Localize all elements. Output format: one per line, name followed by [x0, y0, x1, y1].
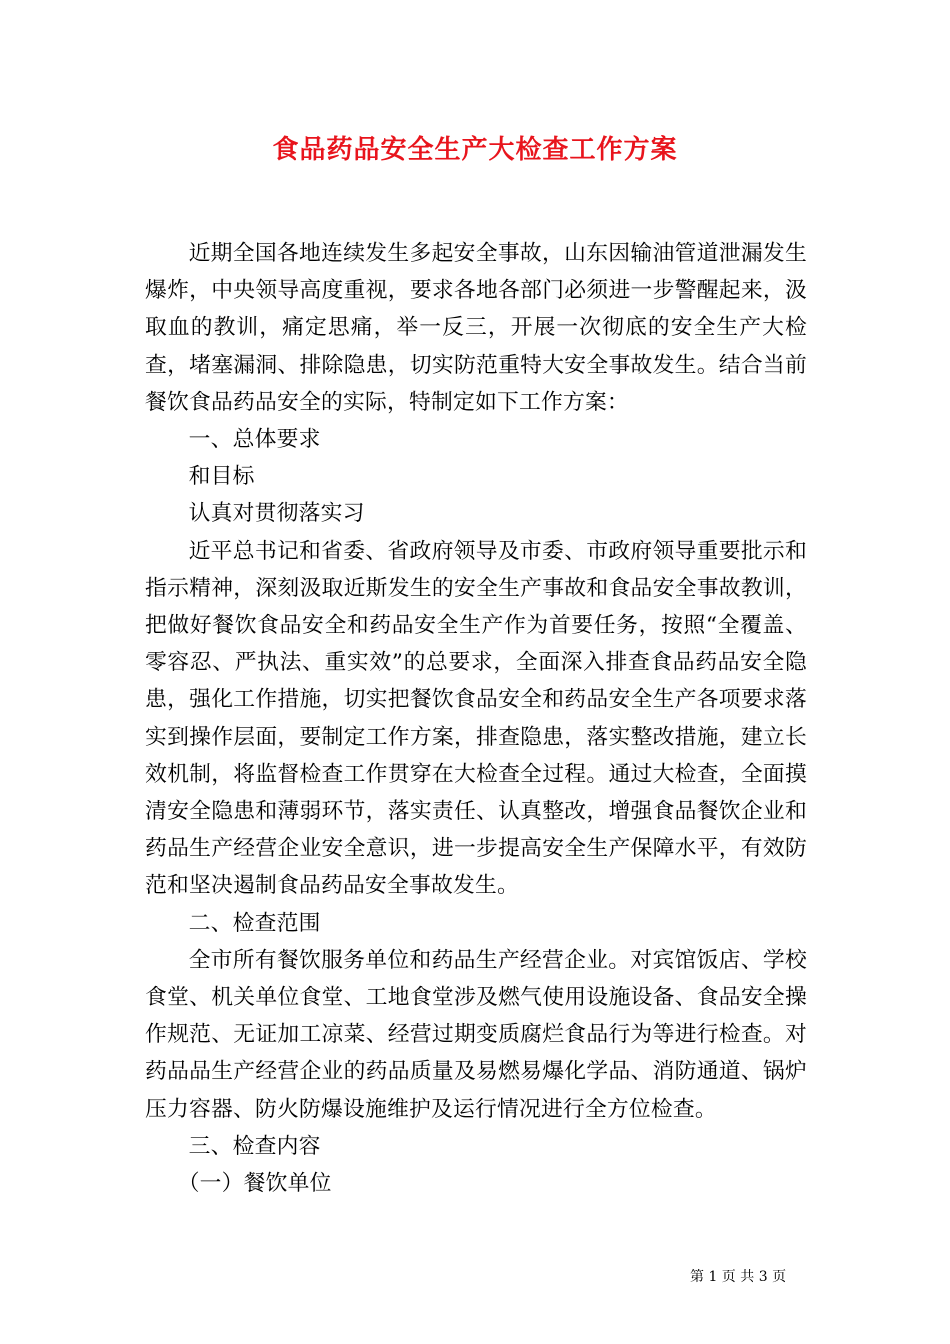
requirements-paragraph: 近平总书记和省委、省政府领导及市委、市政府领导重要批示和指示精神，深刻汲取近斯发生的安全生产事故和食品安全事故教训，把做好餐饮食品安全和药品安全生产作为首要任务，按照“全覆盖、零容忍、严执法、重实效”的总要求，全面深入排查食品药品安全隐患，强化工作措施，切实把餐饮食品安全和药品安全生产各项要求落实到操作层面，要制定工作方案，排查隐患，落实整改措施，建立长效机制，将监督检查工作贯穿在大检查全过程。通过大检查，全面摸清安全隐患和薄弱环节，落实责任、认真整改，增强食品餐饮企业和药品生产经营企业安全意识，进一步提高安全生产保障水平，有效防范和坚决遏制食品药品安全事故发生。 — [145, 538, 807, 899]
scope-paragraph: 全市所有餐饮服务单位和药品生产经营企业。对宾馆饭店、学校食堂、机关单位食堂、工地食堂涉及燃气使用设施设备、食品安全操作规范、无证加工凉菜、经营过期变质腐烂食品行为等进行检查。对药品品生产经营企业的药品质量及易燃易爆化学品、消防通道、锅炉压力容器、防火防爆设施维护及运行情况进行全方位检查。 — [145, 947, 807, 1122]
subsection-heading: （一）餐饮单位 — [177, 1171, 332, 1197]
section-heading: 三、检查内容 — [188, 1133, 321, 1159]
section-heading-continued: 和目标 — [188, 464, 255, 490]
intro-paragraph: 近期全国各地连续发生多起安全事故，山东因输油管道泄漏发生爆炸，中央领导高度重视，要求各地各部门必须进一步警醒起来，汲取血的教训，痛定思痛，举一反三，开展一次彻底的安全生产大检查，堵塞漏洞、排除隐患，切实防范重特大安全事故发生。结合当前餐饮食品药品安全的实际，特制定如下工作方案： — [145, 241, 807, 415]
paragraph-line: 认真对贯彻落实习 — [188, 501, 365, 527]
section-heading: 二、检查范围 — [188, 910, 321, 936]
document-title: 食品药品安全生产大检查工作方案 — [272, 135, 678, 165]
page-number: 第 1 页 共 3 页 — [690, 1269, 787, 1285]
section-heading: 一、总体要求 — [188, 427, 321, 453]
document-body — [145, 235, 807, 1202]
